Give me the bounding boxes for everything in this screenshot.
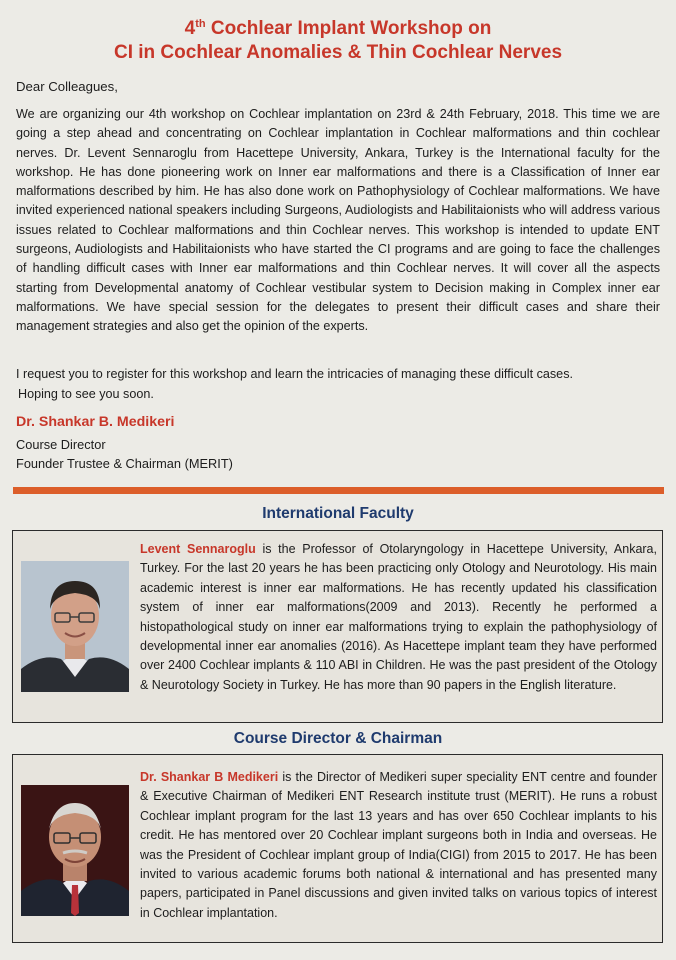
title-ordinal-suffix: th — [195, 18, 206, 30]
course-director-box — [12, 754, 663, 943]
signature-role-director: Course Director — [16, 437, 106, 452]
faculty-name: Levent Sennaroglu — [140, 542, 256, 556]
salutation: Dear Colleagues, — [16, 79, 118, 94]
letter-body: We are organizing our 4th workshop on Cochlear implantation on 23rd & 24th February, 2018. This time we are going a step ahead and concentrating on Cochlear implantation in Cochlear malformations and thin cochlear nerves. Dr. Levent Sennaroglu from Hacettepe University, Ankara, Turkey is the International faculty for the workshop. He has done pioneering work on Inner ear malformations and there is a Classification of Inner ear malformations described by him. He has also done work on Pathophysiology of Cochlear malformations. We have invited experienced national speakers including Surgeons, Audiologists and Habilitaionists who will address various issues related to Cochlear malformations and thin Cochlear nerves. This workshop is intended to update ENT surgeons, Audiologists and Habilitaionists who have started the CI programs and are going to face the challenges of handling difficult cases with Inner ear malformations and thin Cochlear nerves. It will cover all the aspects starting from Developmental anatomy of Cochlear vestibular system to Decision making in Complex inner ear malformations. We have special session for the delegates to present their difficult cases and share their management strategies and also get the opinion of the experts. — [16, 107, 660, 334]
director-name: Dr. Shankar B Medikeri — [140, 770, 279, 784]
director-photo — [21, 785, 129, 916]
registration-request: I request you to register for this workshop and learn the intricacies of managing these difficult cases. — [16, 367, 573, 381]
director-bio — [140, 768, 657, 923]
faculty-bio-text: is the Professor of Otolaryngology in Hacettepe University, Ankara, Turkey. For the last 20 years he has been practicing only Otology and Neurotology. His main academic interest is inner ear malformations. He has recently updated his classification system of inner ear malformations(2009 and 2013). Recently he performed a histopathological study on inner ear malformations trying to explain the pathophysiology of developmental inner ear anomalies (2016). As Hacettepe implant team they have performed over 2400 Cochlear implants & 110 ABI in Children. He was the past president of the Otology & Neurotology Society in Turkey. He has more than 90 papers in the English literature. — [140, 542, 657, 692]
course-director-heading: Course Director & Chairman — [233, 730, 443, 747]
closing-line: Hoping to see you soon. — [18, 387, 154, 401]
faculty-photo — [21, 561, 129, 692]
title-number: 4 — [184, 18, 196, 39]
section-divider — [13, 487, 664, 494]
faculty-bio — [140, 540, 657, 695]
international-faculty-heading: International Faculty — [262, 505, 414, 522]
international-faculty-box — [12, 530, 663, 723]
signature-role-chairman: Founder Trustee & Chairman (MERIT) — [16, 456, 233, 471]
title-line1-text: Cochlear Implant Workshop on — [205, 18, 492, 39]
workshop-title-line1 — [0, 12, 676, 41]
workshop-title-line2: CI in Cochlear Anomalies & Thin Cochlear Nerves — [113, 42, 563, 63]
signature-name: Dr. Shankar B. Medikeri — [16, 414, 175, 430]
director-bio-text: is the Director of Medikeri super speciality ENT centre and founder & Executive Chairman of Medikeri ENT Research institute trust (MERIT). He runs a robust Cochlear implant program for the last 13 years and has over 650 Cochlear implants to his credit. He has mentored over 20 Cochlear implant surgeons both in India and overseas. He was the President of Cochlear implant group of India(CIGI) from 2015 to 2017. He has been invited to various academic forums both national & international and has presented many papers, participated in Panel discussions and given invited talks on various topics of interest in Cochlear implantation. — [140, 770, 657, 920]
